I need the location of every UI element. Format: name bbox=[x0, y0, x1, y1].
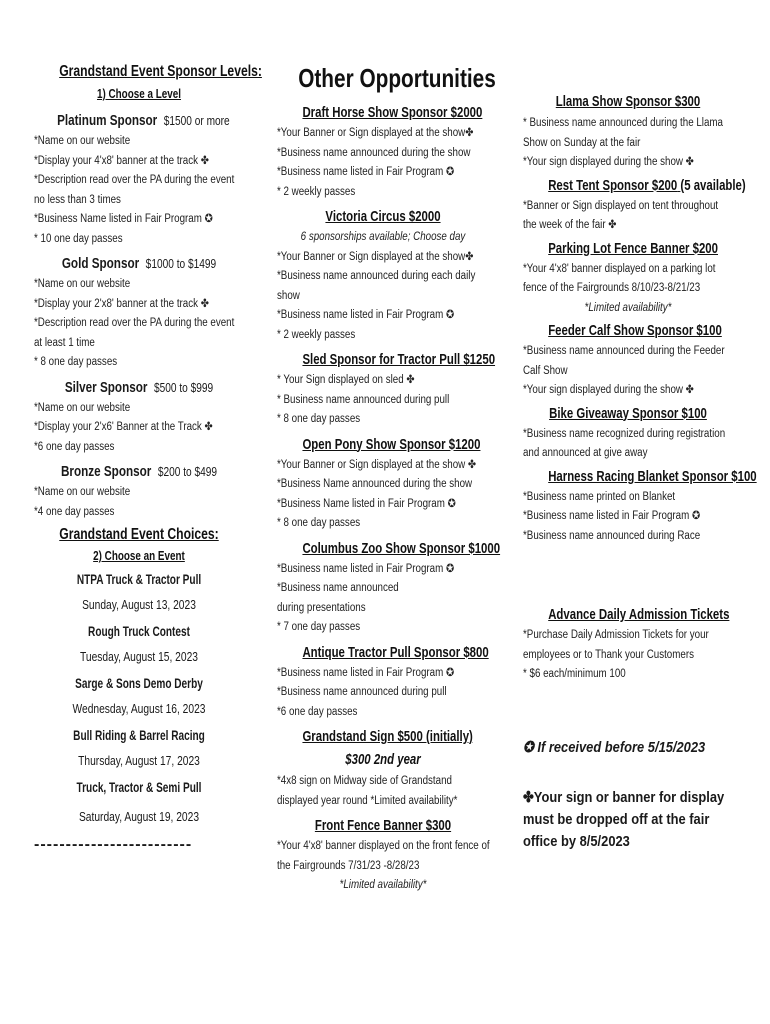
opportunity-title: Victoria Circus $2000 bbox=[325, 208, 441, 225]
tier-title: Gold Sponsor $1000 to $1499 bbox=[61, 255, 217, 272]
sponsor-levels-column bbox=[34, 60, 262, 854]
event-name: Sarge & Sons Demo Derby bbox=[75, 675, 203, 691]
opportunity-line: *Business Name announced during the show bbox=[277, 478, 473, 490]
tier-line: *Description read over the PA during the event at least 1 time bbox=[34, 317, 235, 349]
opportunity-line: *6 one day passes bbox=[277, 705, 358, 718]
opportunity-victoria-circus bbox=[277, 206, 489, 345]
event-list bbox=[34, 566, 244, 830]
opportunity-harness-racing bbox=[523, 466, 757, 547]
opportunity-title: Feeder Calf Show Sponsor $100 bbox=[548, 322, 722, 339]
choices-step: 2) Choose an Event bbox=[93, 548, 185, 563]
opportunity-line: *Your sign displayed during the show ✤ bbox=[523, 156, 694, 168]
opportunity-line: *Business name recognized during registration and announced at give away bbox=[523, 427, 726, 459]
tier-line: * 8 one day passes bbox=[34, 356, 118, 368]
opportunity-line: *Business name listed in Fair Program ✪ bbox=[277, 309, 455, 321]
opportunity-line: *Business name announced during pull bbox=[277, 686, 447, 698]
opportunity-line: *Your 4'x8' banner displayed on the front fence of the Fairgrounds 7/31/23 -8/28/23 bbox=[277, 840, 490, 872]
opportunity-title: Sled Sponsor for Tractor Pull $1250 bbox=[302, 351, 496, 368]
event-name: Bull Riding & Barrel Racing bbox=[73, 727, 205, 743]
levels-heading: Grandstand Event Sponsor Levels: bbox=[59, 63, 262, 80]
advance-tickets bbox=[523, 604, 733, 685]
opportunity-draft-horse bbox=[277, 102, 489, 202]
opportunity-open-pony bbox=[277, 434, 489, 534]
tier-title: Platinum Sponsor $1500 or more bbox=[57, 112, 230, 129]
opportunity-title: Bike Giveaway Sponsor $100 bbox=[549, 404, 707, 422]
opportunity-line: *Business Name listed in Fair Program ✪ bbox=[277, 497, 456, 510]
opportunity-line: *Business name announced during each daily show bbox=[277, 270, 476, 302]
footnote-program-deadline: ✪ If received before 5/15/2023 bbox=[523, 738, 706, 756]
opportunity-line: *Business name announced during Race bbox=[523, 529, 701, 542]
opportunity-line: *Your sign displayed during the show ✤ bbox=[523, 384, 694, 396]
opportunity-line: *Your Banner or Sign displayed at the show✤ bbox=[277, 127, 474, 139]
opportunity-line: *Business name announced during presentations bbox=[277, 582, 399, 614]
opportunity-sled bbox=[277, 349, 496, 430]
opportunity-note: *Limited availability* bbox=[584, 301, 672, 314]
opportunity-title: Harness Racing Blanket Sponsor $100 bbox=[548, 467, 757, 485]
opportunity-line: *Your Banner or Sign displayed at the show ✤ bbox=[277, 458, 477, 471]
tier-line: *Name on our website bbox=[34, 401, 131, 414]
opportunity-line: *Business name listed in Fair Program ✪ bbox=[277, 666, 455, 679]
other-heading: Other Opportunities bbox=[298, 63, 496, 93]
opportunity-subtitle: $300 2nd year bbox=[345, 751, 421, 768]
opportunity-note: 6 sponsorships available; Choose day bbox=[300, 231, 466, 243]
footnote-banner-dropoff: ✤Your sign or banner for display must be dropped off at the fair office by 8/5/2023 bbox=[523, 788, 725, 850]
opportunity-feeder-calf bbox=[523, 320, 733, 401]
tier-line: *Name on our website bbox=[34, 135, 131, 147]
tier-bronze bbox=[34, 461, 244, 522]
tier-line: *Display your 2'x6' Banner at the Track ✤ bbox=[34, 421, 213, 433]
tier-platinum bbox=[34, 110, 244, 249]
opportunity-line: * Your Sign displayed on sled ✤ bbox=[277, 374, 415, 386]
opportunity-line: *Business name listed in Fair Program ✪ bbox=[523, 510, 701, 522]
opportunity-parking-fence bbox=[523, 238, 733, 319]
tier-line: *6 one day passes bbox=[34, 440, 115, 453]
opportunity-note: *Limited availability* bbox=[339, 879, 427, 891]
opportunity-line: * 2 weekly passes bbox=[277, 328, 356, 341]
opportunity-bike-giveaway bbox=[523, 403, 733, 464]
opportunity-llama bbox=[523, 90, 733, 173]
divider-dashes: ------------------------- bbox=[34, 836, 193, 853]
opportunity-title: Draft Horse Show Sponsor $2000 bbox=[302, 104, 483, 121]
event-name: NTPA Truck & Tractor Pull bbox=[76, 571, 202, 587]
opportunity-front-fence bbox=[277, 815, 489, 896]
tier-line: *Description read over the PA during the event no less than 3 times bbox=[34, 174, 235, 206]
tier-line: *Display your 2'x8' banner at the track ✤ bbox=[34, 297, 209, 310]
tier-line: *Display your 4'x8' banner at the track ✤ bbox=[34, 154, 209, 167]
opportunity-title: Rest Tent Sponsor $200 (5 available) bbox=[548, 176, 746, 194]
tier-title: Silver Sponsor $500 to $999 bbox=[64, 378, 214, 396]
opportunity-columbus-zoo bbox=[277, 538, 501, 638]
event-date: Wednesday, August 16, 2023 bbox=[72, 702, 206, 716]
opportunity-title: Antique Tractor Pull Sponsor $800 bbox=[302, 643, 489, 661]
opportunity-title: Grandstand Sign $500 (initially) bbox=[302, 728, 473, 745]
other-opportunities-column bbox=[277, 62, 501, 896]
opportunity-line: *Business name announced during the Feeder Calf Show bbox=[523, 345, 725, 377]
more-opportunities-column bbox=[523, 90, 757, 853]
opportunity-rest-tent bbox=[523, 175, 746, 236]
event-date: Thursday, August 17, 2023 bbox=[78, 754, 200, 768]
event-date: Tuesday, August 15, 2023 bbox=[80, 650, 198, 664]
tickets-line: *Purchase Daily Admission Tickets for your employees or to Thank your Customers bbox=[523, 629, 709, 661]
opportunity-line: * Business name announced during the Llama Show on Sunday at the fair bbox=[523, 117, 723, 149]
opportunity-line: *Banner or Sign displayed on tent throughout the week of the fair ✤ bbox=[523, 199, 719, 231]
opportunity-title: Parking Lot Fence Banner $200 bbox=[548, 239, 719, 257]
event-date: Saturday, August 19, 2023 bbox=[78, 810, 200, 824]
opportunity-line: *Business name printed on Blanket bbox=[523, 490, 676, 503]
opportunity-title: Open Pony Show Sponsor $1200 bbox=[302, 435, 481, 453]
tier-line: *Name on our website bbox=[34, 486, 131, 498]
tickets-title: Advance Daily Admission Tickets bbox=[548, 606, 730, 623]
tier-line: *4 one day passes bbox=[34, 505, 115, 518]
opportunity-line: * Business name announced during pull bbox=[277, 393, 450, 406]
opportunity-line: *4x8 sign on Midway side of Grandstand displayed year round *Limited availability* bbox=[277, 775, 458, 807]
tier-gold bbox=[34, 253, 244, 373]
tier-line: *Business Name listed in Fair Program ✪ bbox=[34, 213, 213, 225]
opportunity-line: * 7 one day passes bbox=[277, 621, 361, 633]
tier-line: * 10 one day passes bbox=[34, 232, 123, 245]
tier-title: Bronze Sponsor $200 to $499 bbox=[60, 463, 218, 480]
opportunity-line: * 8 one day passes bbox=[277, 517, 361, 529]
opportunity-line: *Business name announced during the show bbox=[277, 146, 471, 159]
opportunity-title: Llama Show Sponsor $300 bbox=[555, 93, 701, 110]
opportunity-title: Front Fence Banner $300 bbox=[314, 817, 452, 834]
event-name: Truck, Tractor & Semi Pull bbox=[76, 779, 202, 795]
event-name: Rough Truck Contest bbox=[88, 623, 190, 639]
opportunity-grandstand-sign bbox=[277, 726, 489, 811]
opportunity-line: * 8 one day passes bbox=[277, 413, 361, 425]
tickets-line: * $6 each/minimum 100 bbox=[523, 668, 626, 680]
opportunity-line: *Business name listed in Fair Program ✪ bbox=[277, 166, 455, 178]
opportunity-line: *Your 4'x8' banner displayed on a parking lot fence of the Fairgrounds 8/10/23-8/21/23 bbox=[523, 262, 716, 294]
event-date: Sunday, August 13, 2023 bbox=[82, 598, 196, 612]
choices-heading: Grandstand Event Choices: bbox=[59, 526, 219, 543]
opportunity-line: *Your Banner or Sign displayed at the show✤ bbox=[277, 250, 474, 263]
opportunity-line: *Business name listed in Fair Program ✪ bbox=[277, 562, 455, 575]
opportunity-title: Columbus Zoo Show Sponsor $1000 bbox=[302, 539, 501, 557]
opportunity-line: * 2 weekly passes bbox=[277, 185, 356, 198]
opportunity-antique-tractor bbox=[277, 642, 489, 723]
tier-line: *Name on our website bbox=[34, 278, 131, 290]
levels-step: 1) Choose a Level bbox=[96, 86, 182, 101]
tier-silver bbox=[34, 377, 244, 458]
